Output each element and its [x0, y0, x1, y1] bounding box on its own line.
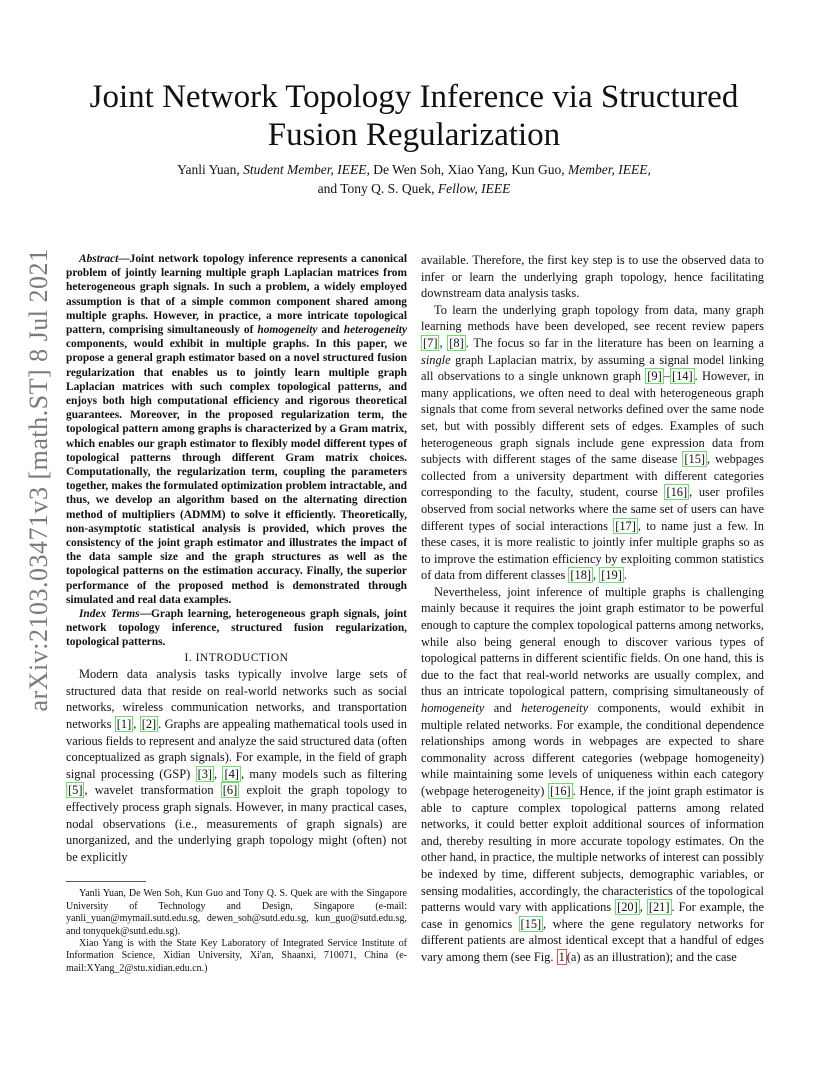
figure-link[interactable]: 1	[558, 949, 565, 964]
citation-link[interactable]: [8]	[449, 335, 464, 350]
citation-link[interactable]: [1]	[116, 717, 132, 732]
footnote-divider	[66, 881, 146, 882]
citation-link[interactable]: [4]	[224, 766, 239, 781]
citation-link[interactable]: [15]	[684, 452, 706, 467]
citation-link[interactable]: [14]	[671, 369, 693, 384]
citation-link[interactable]: [18]	[570, 568, 592, 583]
citation-link[interactable]: [20]	[617, 900, 638, 915]
citation-link[interactable]: [16]	[550, 784, 571, 798]
intro-paragraph: Modern data analysis tasks typically involve large sets of structured data that reside on real-world networks such as social networks, wireless communication networks, and transportation networks [1] , [2] . Graphs are appealing mathematical tools used in various fields to represent and analyze the said structured data (often conceptualized as graph signals). For example, in the field of graph signal processing (GSP) [3] , [4] , many models such as filtering [5] , wavelet transformation [6] exploit the graph topology to effectively process graph signals. However, in many practical cases, nodal observations (i.e., measurements of graph signals) are unorganized, and the underlying graph topology might (often) not be explicitly	[66, 667, 407, 864]
citation-link[interactable]: [6]	[222, 783, 238, 798]
author-line-1: Yanli Yuan, Student Member, IEEE, De Wen Soh, Xiao Yang, Kun Guo, Member, IEEE,	[177, 162, 651, 177]
citation-link[interactable]: [9]	[647, 369, 662, 384]
citation-link[interactable]: [3]	[197, 766, 213, 781]
arxiv-identifier: arXiv:2103.03471v3 [math.ST] 8 Jul 2021	[24, 248, 53, 712]
citation-link[interactable]: [2]	[141, 717, 157, 732]
right-column	[421, 252, 764, 966]
body-paragraph: To learn the underlying graph topology from data, many graph learning methods have been developed, see recent review papers [7] , [8] . The focus so far in the literature has been on learning a single graph Laplacian matrix, by assuming a signal model linking all observations to a single unknown graph [9] – [14] . However, in many applications, we often need to deal with heterogeneous graph signals that come from several networks defined over the same node set, but with possibly different sets of edges. Examples of such heterogeneous graph signals include gene expression data from subjects with different stages of the same disease [15] , webpages collected from a university department with different categories corresponding to the faculty, student, course [16] , user profiles observed from social networks where the same set of users can have different types of social interactions [17] , to name just a few. In these cases, it is more realistic to jointly infer multiple graphs so as to improve the estimation efficiency by exploiting common statistics of data from different classes [18] , [19] .	[421, 302, 764, 583]
citation-link[interactable]: [19]	[601, 568, 622, 583]
citation-link[interactable]: [15]	[520, 916, 542, 931]
left-column	[66, 252, 407, 975]
citation-link[interactable]: [5]	[68, 783, 83, 798]
section-heading-introduction: I. INTRODUCTION	[184, 651, 289, 664]
citation-link[interactable]: [7]	[423, 335, 438, 350]
author-line-2: and Tony Q. S. Quek, Fellow, IEEE	[317, 181, 511, 196]
arxiv-sidebar	[14, 248, 64, 712]
citation-link[interactable]: [21]	[648, 900, 670, 915]
author-list	[100, 160, 728, 198]
citation-link[interactable]: [17]	[615, 518, 636, 533]
body-paragraph: available. Therefore, the first key step is to use the observed data to infer or learn the underlying graph topology, hence facilitating downstream data analysis tasks.	[421, 253, 764, 301]
body-paragraph: Nevertheless, joint inference of multiple graphs is challenging mainly because it requires the joint graph estimator to be powerful enough to capture the complex topological patterns among networks, while also being general enough to discover various types of topological patterns in different scientific fields. On one hand, this is due to the fact that real-world networks are usually complex, and thus an intricate topological pattern, comprising simultaneously of homogeneity and heterogeneity components, would exhibit in multiple related networks. For example, the conditional dependence relationships among words in webpages are expected to share commonality across different categories (webpage homogeneity) while maintaining some levels of uniqueness within each category (webpage heterogeneity) [16] . Hence, if the joint graph estimator is able to capture complex topological patterns among related networks, it could better exploit additional sources of information and, thereby resulting in more accurate topology estimates. On the other hand, in practice, the multiple networks of interest can possibly be indexed by time, different subjects, demographic variables, or sensing modalities, accordingly, the characteristics of the topological patterns would vary with applications [20] , [21] . For example, the case in genomics [15] , where the gene regulatory networks for different patients are almost identical except that a handful of edges vary among them (see Fig. 1 (a) as an illustration); and the case	[421, 584, 764, 964]
footnote-affiliation-1: Yanli Yuan, De Wen Soh, Kun Guo and Tony Q. S. Quek are with the Singapore University of Technology and Design, Singapore (e-mail: yanli_yuan@mymail.sutd.edu.sg, dewen_soh@sutd.edu.sg, kun_guo@sutd.edu.sg, and tonyquek@sutd.edu.sg).	[66, 888, 407, 937]
abstract: Abstract—Joint network topology inference represents a canonical problem of jointly learning multiple graph Laplacian matrices from heterogeneous graph signals. In such a problem, a widely employed assumption is that of a simple common component shared among multiple graphs. However, in practice, a more intricate topological pattern, comprising simultaneously of homogeneity and heterogeneity components, would exhibit in multiple graphs. In this paper, we propose a general graph estimator based on a novel structured fusion regularization that enables us to jointly learn multiple graph Laplacian matrices with such complex topological patterns, and enjoys both high computational efficiency and rigorous theoretical guarantees. Moreover, in the proposed regularization term, the topological pattern among graphs is characterized by a Gram matrix, which enables our graph estimator to flexibly model different types of topological patterns through different Gram matrix choices. Computationally, the regularization term, coupling the parameters together, makes the formulated optimization problem intractable, and thus, we develop an algorithm based on the alternating direction method of multipliers (ADMM) to solve it efficiently. Theoretically, non-asymptotic statistical analysis is provided, which proves the consistency of the joint graph estimator and illustrates the impact of the data sample size and the graph structures as well as the topological patterns on the estimation accuracy. Finally, the superior performance of the proposed method is demonstrated through simulated and real data examples.	[66, 253, 408, 606]
paper-title: Joint Network Topology Inference via Structured Fusion Regularization	[89, 79, 739, 153]
footnote-affiliation-2: Xiao Yang is with the State Key Laboratory of Integrated Service Institute of Information Science, Xidian University, Xi'an, Shaanxi, 710071, China (e-mail:XYang_2@stu.xidian.edu.cn.)	[66, 938, 407, 974]
index-terms: Index Terms—Graph learning, heterogeneous graph signals, joint network topology inference, structured fusion regularization, topological patterns.	[66, 608, 407, 649]
citation-link[interactable]: [16]	[666, 485, 688, 500]
